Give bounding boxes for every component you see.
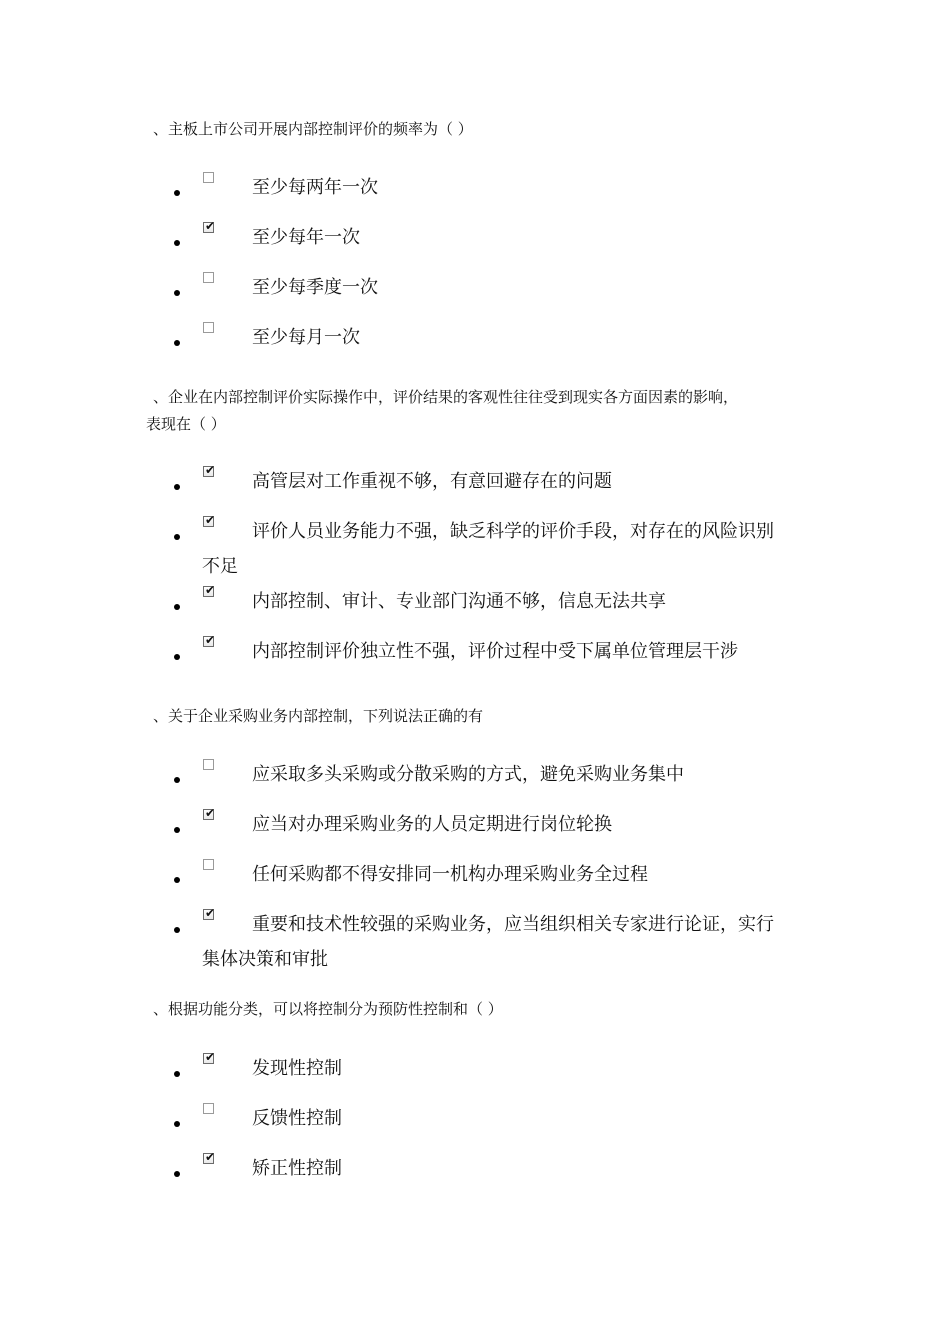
option-label-line-1: 评价人员业务能力不强，缺乏科学的评价手段，对存在的风险识别 xyxy=(252,521,774,542)
bullet-icon xyxy=(174,927,180,933)
option-label: 矫正性控制 xyxy=(252,1158,342,1179)
question-text: 、主板上市公司开展内部控制评价的频率为（ ） xyxy=(153,120,473,138)
checkbox[interactable] xyxy=(203,219,216,233)
list-item xyxy=(146,1151,818,1186)
bullet-icon xyxy=(174,877,180,883)
list-item xyxy=(146,757,818,792)
bullet-icon xyxy=(174,777,180,783)
checkbox[interactable] xyxy=(203,759,214,770)
checkbox[interactable] xyxy=(203,806,216,820)
bullet-icon xyxy=(174,1171,180,1177)
question-1 xyxy=(146,116,826,143)
check-mark-icon: ✔ xyxy=(205,906,216,920)
option-label-line-2: 集体决策和审批 xyxy=(202,949,328,970)
list-item xyxy=(146,857,818,892)
option-label: 发现性控制 xyxy=(252,1058,342,1079)
bullet-icon xyxy=(174,190,180,196)
bullet-icon xyxy=(174,1071,180,1077)
option-label: 任何采购都不得安排同一机构办理采购业务全过程 xyxy=(252,864,648,885)
check-mark-icon: ✔ xyxy=(205,633,216,647)
checkbox[interactable] xyxy=(203,172,214,183)
checkbox[interactable] xyxy=(203,859,214,870)
check-mark-icon: ✔ xyxy=(205,806,216,820)
question-text: 、关于企业采购业务内部控制，下列说法正确的有 xyxy=(153,707,484,725)
bullet-icon xyxy=(174,240,180,246)
option-label: 至少每月一次 xyxy=(252,327,360,348)
list-item xyxy=(146,514,818,584)
bullet-icon xyxy=(174,827,180,833)
bullet-icon xyxy=(174,290,180,296)
question-2 xyxy=(146,384,826,438)
list-item xyxy=(146,270,818,305)
checkbox[interactable] xyxy=(203,583,216,597)
option-label: 反馈性控制 xyxy=(252,1108,342,1129)
option-label: 至少每季度一次 xyxy=(252,277,378,298)
list-item xyxy=(146,807,818,842)
bullet-icon xyxy=(174,654,180,660)
option-label: 高管层对工作重视不够，有意回避存在的问题 xyxy=(252,471,612,492)
checkbox[interactable] xyxy=(203,272,214,283)
option-label: 应当对办理采购业务的人员定期进行岗位轮换 xyxy=(252,814,612,835)
bullet-icon xyxy=(174,340,180,346)
options-list xyxy=(146,170,818,355)
checkbox[interactable] xyxy=(203,322,214,333)
question-text-line-2: 表现在（ ） xyxy=(146,415,226,433)
check-mark-icon: ✔ xyxy=(205,513,216,527)
check-mark-icon: ✔ xyxy=(205,583,216,597)
option-label: 应采取多头采购或分散采购的方式，避免采购业务集中 xyxy=(252,764,684,785)
question-3 xyxy=(146,703,826,730)
check-mark-icon: ✔ xyxy=(205,219,216,233)
checkbox[interactable] xyxy=(203,463,216,477)
check-mark-icon: ✔ xyxy=(205,463,216,477)
check-mark-icon: ✔ xyxy=(205,1150,216,1164)
question-text-line-1: 、企业在内部控制评价实际操作中，评价结果的客观性往往受到现实各方面因素的影响， xyxy=(153,388,739,406)
option-label: 内部控制、审计、专业部门沟通不够，信息无法共享 xyxy=(252,591,666,612)
option-label-line-1: 重要和技术性较强的采购业务，应当组织相关专家进行论证，实行 xyxy=(252,914,774,935)
checkbox[interactable] xyxy=(203,1103,214,1114)
check-mark-icon: ✔ xyxy=(205,1050,216,1064)
option-label: 至少每年一次 xyxy=(252,227,360,248)
options-list xyxy=(146,1051,818,1186)
option-label: 至少每两年一次 xyxy=(252,177,378,198)
options-list xyxy=(146,757,818,977)
options-list xyxy=(146,464,818,669)
option-label: 内部控制评价独立性不强，评价过程中受下属单位管理层干涉 xyxy=(252,641,738,662)
list-item xyxy=(146,584,818,619)
option-label-line-2: 不足 xyxy=(202,556,238,577)
list-item xyxy=(146,1051,818,1086)
list-item xyxy=(146,170,818,205)
question-text: 、根据功能分类，可以将控制分为预防性控制和（ ） xyxy=(153,1000,503,1018)
checkbox[interactable] xyxy=(203,513,216,527)
question-4 xyxy=(146,996,826,1023)
checkbox[interactable] xyxy=(203,1050,216,1064)
list-item xyxy=(146,1101,818,1136)
checkbox[interactable] xyxy=(203,906,216,920)
list-item xyxy=(146,634,818,669)
checkbox[interactable] xyxy=(203,1150,216,1164)
bullet-icon xyxy=(174,1121,180,1127)
bullet-icon xyxy=(174,484,180,490)
list-item xyxy=(146,220,818,255)
bullet-icon xyxy=(174,604,180,610)
list-item xyxy=(146,907,818,977)
list-item xyxy=(146,464,818,499)
list-item xyxy=(146,320,818,355)
bullet-icon xyxy=(174,534,180,540)
checkbox[interactable] xyxy=(203,633,216,647)
